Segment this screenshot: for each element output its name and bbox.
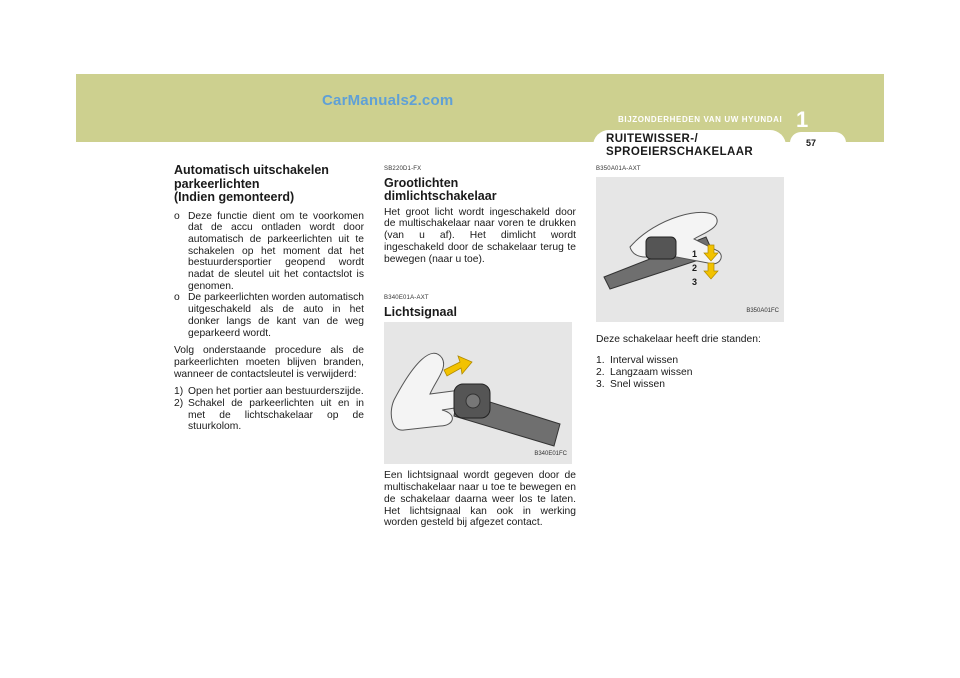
bullet-mark: o — [174, 292, 180, 304]
figure-label: B340E01FC — [534, 450, 567, 457]
step-list — [174, 386, 364, 433]
list-item — [174, 292, 364, 339]
light-signal-figure — [384, 322, 572, 464]
column-middle — [384, 164, 576, 535]
section-label: BIJZONDERHEDEN VAN UW HYUNDAI — [618, 115, 783, 124]
wiper-positions-list — [596, 355, 786, 390]
column-right — [596, 164, 786, 397]
wiper-stalk-illustration — [596, 177, 784, 322]
list-item — [596, 379, 786, 391]
heading-auto-parking-lights: Automatisch uitschakelen parkeerlichten (Indien gemonteerd) — [174, 163, 329, 204]
position-number-1: 1 — [692, 248, 698, 259]
bullet-text: De parkeerlichten worden automatisch uitgeschakeld als de auto in het donker langs de kant van de weg geparkeerd wordt. — [188, 292, 364, 339]
page-number-tab — [790, 132, 846, 154]
list-item — [596, 355, 786, 367]
bullet-list — [174, 211, 364, 340]
item-mark: 3. — [596, 378, 605, 390]
high-low-beam-text: Het groot licht wordt ingeschakeld door de multischakelaar naar voren te drukken (van u af). Het dimlicht wordt ingeschakeld door de schakelaar terug te bewegen (naar u toe). — [384, 206, 576, 265]
page-number: 57 — [806, 138, 817, 148]
bullet-text: Deze functie dient om te voorkomen dat de accu ontladen wordt door automatisch de parkeerlichten uit te schakelen op het moment dat het bestuurdersportier geopend wordt nadat de sleutel uit het contactslot is genomen. — [188, 210, 364, 292]
section-code: B350A01A-AXT — [596, 166, 641, 172]
step-mark: 2) — [174, 398, 184, 410]
bullet-mark: o — [174, 210, 180, 222]
item-text: Snel wissen — [610, 378, 665, 390]
procedure-intro: Volg onderstaande procedure als de parkeerlichten moeten blijven branden, wanneer de contactsleutel is verwijderd: — [174, 345, 364, 380]
chapter-number: 1 — [796, 107, 809, 132]
item-text: Interval wissen — [610, 355, 679, 367]
wiper-intro: Deze schakelaar heeft drie standen: — [596, 333, 761, 345]
heading-light-signal: Lichtsignaal — [384, 304, 457, 319]
section-heading: RUITEWISSER-/ SPROEIERSCHAKELAAR — [606, 133, 754, 158]
list-item — [174, 398, 364, 433]
item-mark: 2. — [596, 367, 605, 379]
item-text: Langzaam wissen — [610, 367, 693, 379]
step-text: Open het portier aan bestuurderszijde. — [188, 386, 364, 398]
stalk-hand-illustration — [384, 322, 572, 464]
list-item — [174, 386, 364, 398]
list-item — [174, 211, 364, 293]
step-text: Schakel de parkeerlichten uit en in met de lichtschakelaar op de stuurkolom. — [188, 398, 364, 433]
heading-high-low-beam: Grootlichten dimlichtschakelaar — [384, 175, 497, 204]
figure-label: B350A01FC — [746, 308, 779, 314]
brand-watermark[interactable]: CarManuals2.com — [322, 92, 454, 109]
item-mark: 1. — [596, 355, 605, 367]
light-signal-text: Een lichtsignaal wordt gegeven door de multischakelaar naar u toe te bewegen en de schakelaar daarna weer los te laten. Het lichtsignaal kan ook in werking worden gesteld bij afgezet contact. — [384, 470, 576, 529]
section-code: SB220D1-FX — [384, 166, 422, 172]
wiper-switch-figure — [596, 177, 784, 322]
step-mark: 1) — [174, 386, 184, 398]
position-number-3: 3 — [692, 276, 698, 287]
column-left — [174, 164, 364, 439]
position-number-2: 2 — [692, 262, 698, 273]
section-code: B340E01A-AXT — [384, 295, 429, 302]
list-item — [596, 367, 786, 379]
